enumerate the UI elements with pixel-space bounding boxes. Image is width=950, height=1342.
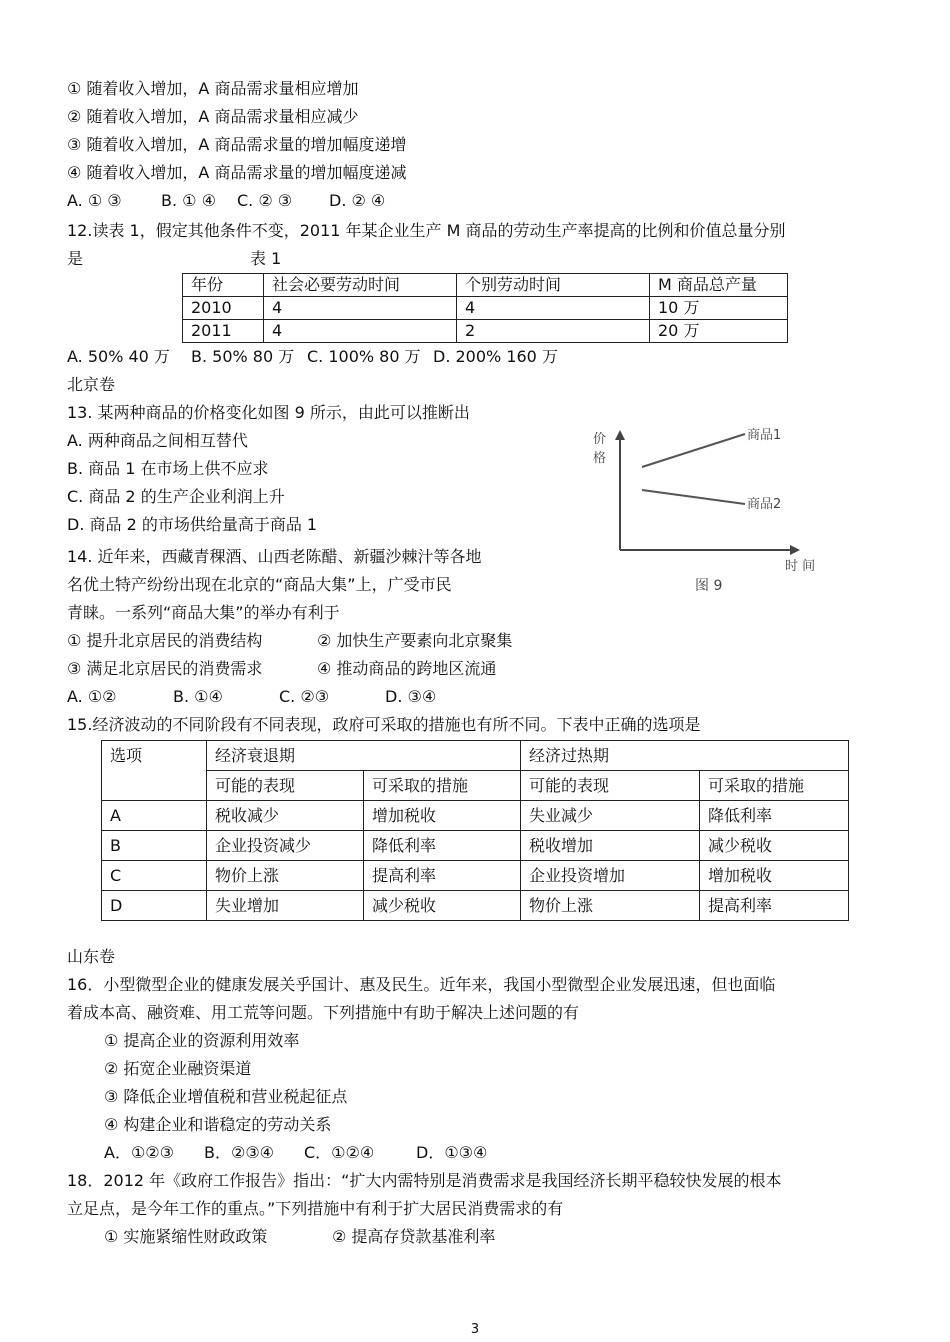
- x-label: 时 间: [785, 559, 816, 574]
- y-label-2: 格: [593, 451, 607, 466]
- q11-option-b: B. ① ④: [161, 191, 216, 210]
- q13-option-b: B. 商品 1 在市场上供不应求: [67, 459, 269, 478]
- table-cell: B: [102, 831, 207, 861]
- table-row: [102, 861, 849, 891]
- q16-item-2: ② 拓宽企业融资渠道: [104, 1059, 252, 1078]
- q16-option-c: C．①②④: [304, 1143, 375, 1162]
- q11-options: [67, 190, 385, 212]
- q14-stem-line1: 14. 近年来，西藏青稞酒、山西老陈醋、新疆沙棘汁等各地: [67, 547, 482, 566]
- table-row: [102, 831, 849, 861]
- table-row: [102, 801, 849, 831]
- q12-option-b: B. 50% 80 万: [191, 347, 295, 366]
- q18-stem-line2: 立足点，是今年工作的重点。”下列措施中有利于扩大居民消费需求的有: [67, 1199, 564, 1218]
- table-cell: 4: [457, 297, 650, 320]
- table-header: 个别劳动时间: [457, 274, 650, 297]
- q16-stem-line2: 着成本高、融资难、用工荒等问题。下列措施中有助于解决上述问题的有: [67, 1003, 580, 1022]
- q14-item-1: ① 提升北京居民的消费结构: [67, 631, 263, 650]
- q13-option-c: C. 商品 2 的生产企业利润上升: [67, 487, 285, 506]
- table-header: 经济衰退期: [207, 741, 521, 771]
- q14-option-a: A. ①②: [67, 687, 117, 706]
- table-cell: 减少税收: [700, 831, 849, 861]
- q14-item-4: ④ 推动商品的跨地区流通: [317, 659, 497, 678]
- table-row: [102, 741, 849, 771]
- q14-items-row1: [67, 630, 512, 652]
- table-cell: 税收减少: [207, 801, 364, 831]
- series-line-2: [642, 490, 745, 504]
- section-label-shandong: 山东卷: [67, 947, 116, 966]
- q18-item-2: ② 提高存贷款基准利率: [332, 1227, 496, 1246]
- q15-table: [101, 740, 849, 921]
- table-cell: 4: [264, 297, 457, 320]
- table-header: 可能的表现: [207, 771, 364, 801]
- table-row: [183, 320, 788, 343]
- table-row: [102, 891, 849, 921]
- y-label-1: 价: [593, 432, 607, 447]
- table-cell: 增加税收: [364, 801, 521, 831]
- q11-item-2: ② 随着收入增加，A 商品需求量相应减少: [67, 107, 359, 126]
- table-cell: 20 万: [650, 320, 788, 343]
- q16-option-a: A．①②③: [104, 1143, 174, 1162]
- q12-options: [67, 346, 558, 368]
- q11-item-1: ① 随着收入增加，A 商品需求量相应增加: [67, 79, 359, 98]
- table-cell: 物价上涨: [521, 891, 700, 921]
- table-cell: 企业投资减少: [207, 831, 364, 861]
- q12-option-c: C. 100% 80 万: [307, 347, 421, 366]
- table-cell: 降低利率: [700, 801, 849, 831]
- q14-option-c: C. ②③: [279, 687, 330, 706]
- table-cell: D: [102, 891, 207, 921]
- x-axis-arrow: [790, 545, 800, 555]
- table-cell: 失业减少: [521, 801, 700, 831]
- table-cell: 减少税收: [364, 891, 521, 921]
- q14-stem-line3: 青睐。一系列“商品大集”的举办有利于: [67, 603, 340, 622]
- table-header: 可采取的措施: [364, 771, 521, 801]
- table-cell: 提高利率: [700, 891, 849, 921]
- q11-option-d: D. ② ④: [329, 191, 386, 210]
- q11-option-c: C. ② ③: [237, 191, 293, 210]
- table-row: [183, 297, 788, 320]
- table-row: [183, 274, 788, 297]
- table-header: 经济过热期: [521, 741, 849, 771]
- table-cell: 降低利率: [364, 831, 521, 861]
- q16-option-b: B．②③④: [204, 1143, 275, 1162]
- table-header: M 商品总产量: [650, 274, 788, 297]
- q14-option-b: B. ①④: [173, 687, 223, 706]
- q15-stem: 15.经济波动的不同阶段有不同表现，政府可采取的措施也有所不同。下表中正确的选项是: [67, 715, 701, 734]
- table-header: 可能的表现: [521, 771, 700, 801]
- series-label-1: 商品1: [747, 428, 782, 443]
- series-line-1: [642, 434, 745, 467]
- table-cell: C: [102, 861, 207, 891]
- table-cell: 4: [264, 320, 457, 343]
- table-cell: 税收增加: [521, 831, 700, 861]
- figure-caption: 图 9: [695, 578, 723, 594]
- q18-stem-line1: 18．2012 年《政府工作报告》指出：“扩大内需特别是消费需求是我国经济长期平稳较快发展的根本: [67, 1171, 782, 1190]
- q14-options: [67, 686, 436, 708]
- table-cell: 10 万: [650, 297, 788, 320]
- q14-option-d: D. ③④: [385, 687, 437, 706]
- q11-item-4: ④ 随着收入增加，A 商品需求量的增加幅度递减: [67, 163, 407, 182]
- table-row: [102, 771, 849, 801]
- q11-option-a: A. ① ③: [67, 191, 122, 210]
- table-cell: 企业投资增加: [521, 861, 700, 891]
- page-number: 3: [470, 1322, 480, 1337]
- table-cell: 提高利率: [364, 861, 521, 891]
- table-cell: 2: [457, 320, 650, 343]
- q13-option-a: A. 两种商品之间相互替代: [67, 431, 248, 450]
- figure-9: [585, 410, 835, 600]
- table-cell: 失业增加: [207, 891, 364, 921]
- table-cell: A: [102, 801, 207, 831]
- table-cell: 2011: [183, 320, 264, 343]
- q13-stem: 13. 某两种商品的价格变化如图 9 所示，由此可以推断出: [67, 403, 470, 422]
- section-label-beijing: 北京卷: [67, 375, 116, 394]
- q12-option-a: A. 50% 40 万: [67, 347, 170, 366]
- q14-stem-line2: 名优土特产纷纷出现在北京的“商品大集”上，广受市民: [67, 575, 452, 594]
- table-header: 选项: [102, 741, 207, 801]
- q12-stem-line2: 是: [67, 249, 84, 268]
- q14-item-3: ③ 满足北京居民的消费需求: [67, 659, 263, 678]
- y-axis-arrow: [615, 430, 625, 440]
- q12-option-d: D. 200% 160 万: [433, 347, 558, 366]
- q12-table: [182, 273, 788, 343]
- figure-9-chart: [585, 410, 835, 600]
- table-header: 可采取的措施: [700, 771, 849, 801]
- q16-item-1: ① 提高企业的资源利用效率: [104, 1031, 300, 1050]
- q16-item-4: ④ 构建企业和谐稳定的劳动关系: [104, 1115, 332, 1134]
- q16-options: [104, 1142, 487, 1164]
- q16-stem-line1: 16．小型微型企业的健康发展关乎国计、惠及民生。近年来，我国小型微型企业发展迅速，但也面临: [67, 975, 776, 994]
- table-cell: 增加税收: [700, 861, 849, 891]
- table-cell: 2010: [183, 297, 264, 320]
- q11-item-3: ③ 随着收入增加，A 商品需求量的增加幅度递增: [67, 135, 407, 154]
- series-label-2: 商品2: [747, 497, 782, 512]
- q14-item-2: ② 加快生产要素向北京聚集: [317, 631, 513, 650]
- q16-item-3: ③ 降低企业增值税和营业税起征点: [104, 1087, 348, 1106]
- q16-option-d: D．①③④: [416, 1143, 488, 1162]
- table-cell: 物价上涨: [207, 861, 364, 891]
- q14-items-row2: [67, 658, 496, 680]
- q18-items-row1: [104, 1226, 495, 1248]
- q12-stem-line1: 12.读表 1，假定其他条件不变，2011 年某企业生产 M 商品的劳动生产率提高的比例和价值总量分别: [67, 221, 786, 240]
- q12-table-title: 表 1: [250, 249, 282, 268]
- table-header: 社会必要劳动时间: [264, 274, 457, 297]
- table-header: 年份: [183, 274, 264, 297]
- q18-item-1: ① 实施紧缩性财政政策: [104, 1227, 268, 1246]
- q13-option-d: D. 商品 2 的市场供给量高于商品 1: [67, 515, 318, 534]
